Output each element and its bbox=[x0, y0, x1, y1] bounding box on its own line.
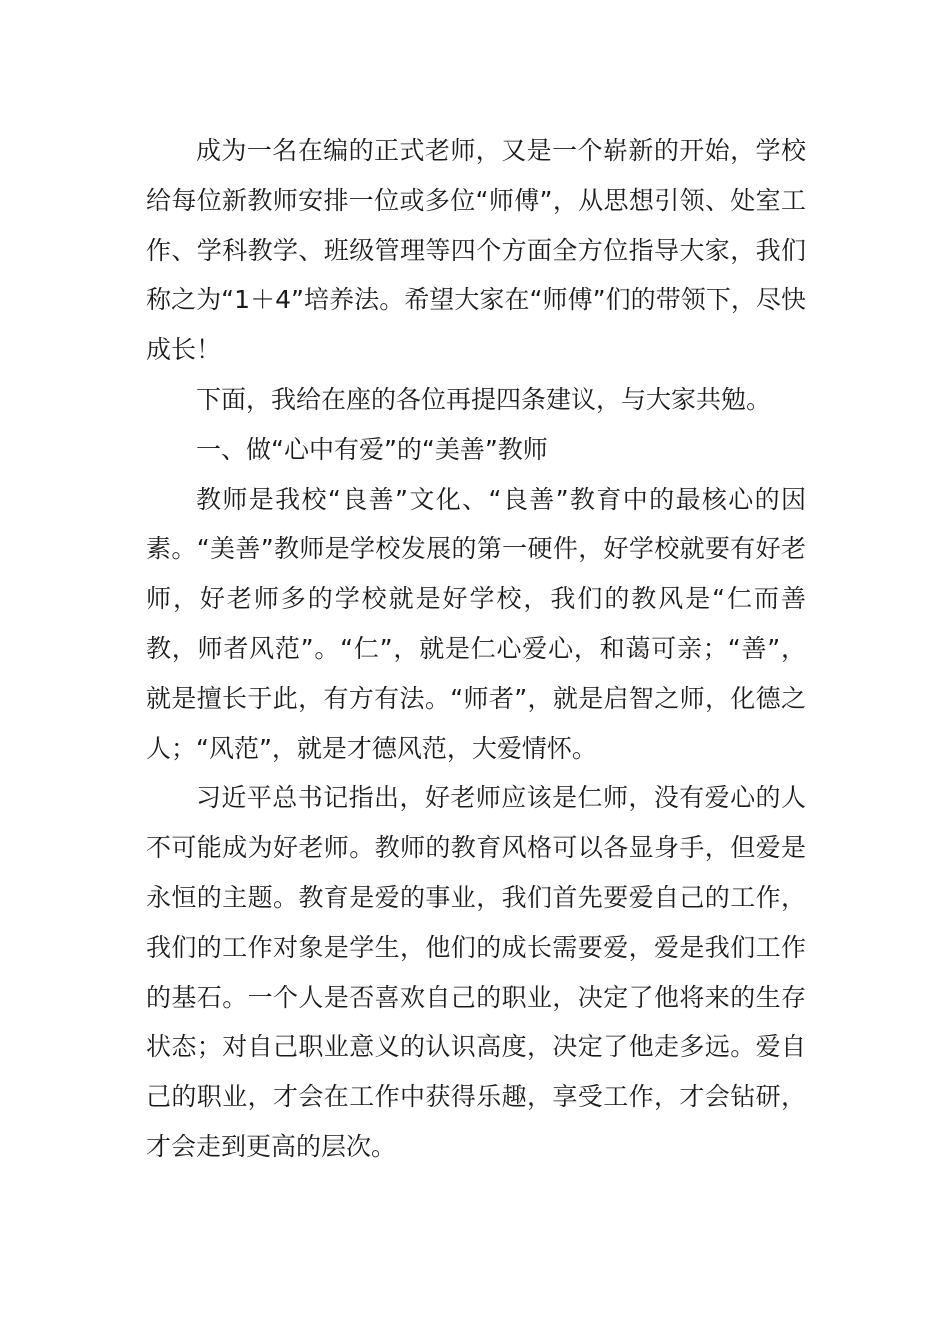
paragraph-love-of-work: 习近平总书记指出，好老师应该是仁师，没有爱心的人不可能成为好老师。教师的教育风格可以各显身手，但爱是永恒的主题。教育是爱的事业，我们首先要爱自己的工作，我们的工作对象是学生，他们的成长需要爱，爱是我们工作的基石。一个人是否喜欢自己的职业，决定了他将来的生存状态；对自己职业意义的认识高度，决定了他走多远。爱自己的职业，才会在工作中获得乐趣，享受工作，才会钻研，才会走到更高的层次。 bbox=[146, 783, 806, 1161]
paragraph-teacher-role: 教师是我校“良善”文化、“良善”教育中的最核心的因素。“美善”教师是学校发展的第一硬件，好学校就要有好老师，好老师多的学校就是好学校，我们的教风是“仁而善教，师者风范”。“仁”，就是仁心爱心，和蔼可亲；“善”，就是擅长于此，有方有法。“师者”，就是启智之师，化德之人；“风范”，就是才德风范，大爱情怀。 bbox=[146, 484, 806, 763]
section-heading-1: 一、做“心中有爱”的“美善”教师 bbox=[196, 434, 548, 464]
paragraph-mentor-program: 成为一名在编的正式老师，又是一个崭新的开始，学校给每位新教师安排一位或多位“师傅”，从思想引领、处室工作、学科教学、班级管理等四个方面全方位指导大家，我们称之为“1＋4”培养法。希望大家在“师傅”们的带领下，尽快成长！ bbox=[146, 136, 806, 365]
paragraph-four-suggestions: 下面，我给在座的各位再提四条建议，与大家共勉。 bbox=[196, 384, 772, 414]
document-body bbox=[146, 126, 806, 1172]
